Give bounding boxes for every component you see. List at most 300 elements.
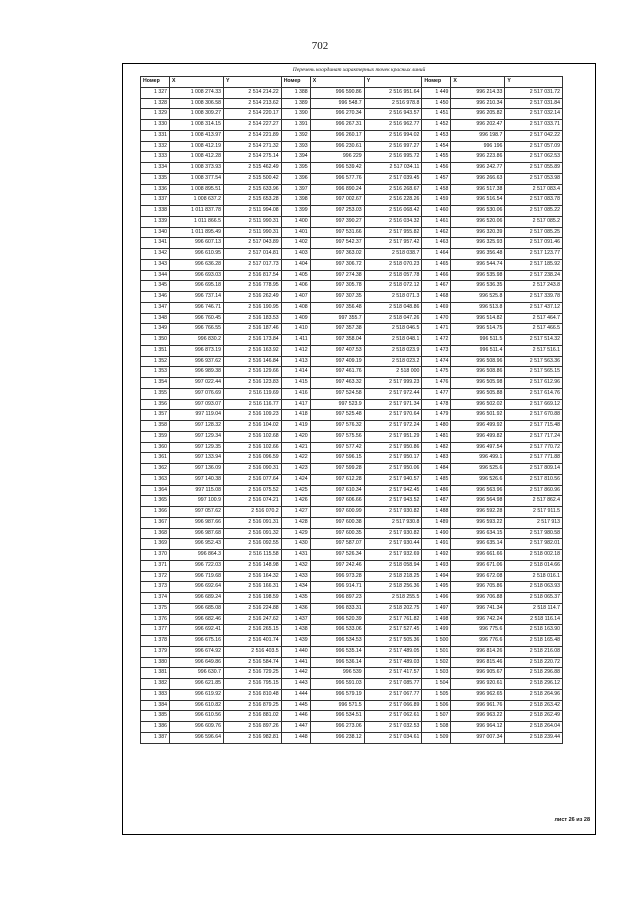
y-coordinate: 2 517 039.45 [364, 173, 422, 184]
y-coordinate: 2 517 031.84 [505, 98, 563, 109]
table-row [141, 399, 563, 410]
point-number: 1 459 [422, 195, 451, 206]
y-coordinate: 2 517 715.48 [505, 421, 563, 432]
x-coordinate: 996 693.03 [170, 270, 224, 281]
y-coordinate: 2 517 972.44 [364, 388, 422, 399]
point-number: 1 327 [141, 87, 170, 98]
y-coordinate: 2 515 633.96 [224, 184, 282, 195]
y-coordinate: 2 516 879.25 [224, 700, 282, 711]
y-coordinate: 2 517 085.77 [364, 679, 422, 690]
x-coordinate: 997 002.67 [310, 195, 364, 206]
y-coordinate: 2 517 083.4 [505, 184, 563, 195]
point-number: 1 439 [281, 636, 310, 647]
x-coordinate: 996 571.5 [310, 700, 364, 711]
table-row [141, 388, 563, 399]
point-number: 1 350 [141, 335, 170, 346]
point-number: 1 356 [141, 399, 170, 410]
x-coordinate: 996 536.35 [451, 281, 505, 292]
y-coordinate: 2 517 339.78 [505, 292, 563, 303]
point-number: 1 330 [141, 120, 170, 131]
table-row [141, 378, 563, 389]
table-row [141, 474, 563, 485]
y-coordinate: 2 517 932.69 [364, 550, 422, 561]
point-number: 1 406 [281, 281, 310, 292]
point-number: 1 473 [422, 345, 451, 356]
y-coordinate: 2 517 243.8 [505, 281, 563, 292]
x-coordinate: 996 619.92 [170, 689, 224, 700]
x-coordinate: 997 115.08 [170, 485, 224, 496]
x-coordinate: 996 675.16 [170, 636, 224, 647]
point-number: 1 372 [141, 571, 170, 582]
point-number: 1 452 [422, 120, 451, 131]
table-row [141, 507, 563, 518]
x-coordinate: 1 008 412.28 [170, 152, 224, 163]
x-coordinate: 1 008 314.15 [170, 120, 224, 131]
x-coordinate: 996 579.19 [310, 689, 364, 700]
y-coordinate: 2 516 268.67 [364, 184, 422, 195]
point-number: 1 402 [281, 238, 310, 249]
x-coordinate: 996 746.71 [170, 302, 224, 313]
table-row [141, 560, 563, 571]
point-number: 1 508 [422, 722, 451, 733]
table-header-row [141, 77, 563, 88]
point-number: 1 427 [281, 507, 310, 518]
x-coordinate: 996 705.86 [451, 582, 505, 593]
point-number: 1 336 [141, 184, 170, 195]
point-number: 1 415 [281, 378, 310, 389]
x-coordinate: 997 390.27 [310, 216, 364, 227]
point-number: 1 379 [141, 646, 170, 657]
y-coordinate: 2 514 271.32 [224, 141, 282, 152]
x-coordinate: 996 741.34 [451, 603, 505, 614]
y-coordinate: 2 516 994.02 [364, 130, 422, 141]
point-number: 1 371 [141, 560, 170, 571]
point-number: 1 454 [422, 141, 451, 152]
point-number: 1 447 [281, 722, 310, 733]
y-coordinate: 2 517 970.64 [364, 410, 422, 421]
y-coordinate: 2 511 994.08 [224, 206, 282, 217]
x-coordinate: 996 210.34 [451, 98, 505, 109]
y-coordinate: 2 516 104.02 [224, 421, 282, 432]
y-coordinate: 2 517 565.15 [505, 367, 563, 378]
table-row [141, 668, 563, 679]
point-number: 1 339 [141, 216, 170, 227]
y-coordinate: 2 516 109.23 [224, 410, 282, 421]
y-coordinate: 2 517 999.23 [364, 378, 422, 389]
point-number: 1 358 [141, 421, 170, 432]
point-number: 1 409 [281, 313, 310, 324]
point-number: 1 476 [422, 378, 451, 389]
y-coordinate: 2 518 256.36 [364, 582, 422, 593]
point-number: 1 446 [281, 711, 310, 722]
point-number: 1 393 [281, 141, 310, 152]
y-coordinate: 2 516 091.32 [224, 528, 282, 539]
point-number: 1 490 [422, 528, 451, 539]
y-coordinate: 2 516 074.21 [224, 496, 282, 507]
point-number: 1 390 [281, 109, 310, 120]
point-number: 1 461 [422, 216, 451, 227]
x-coordinate: 996 989.38 [170, 367, 224, 378]
x-coordinate: 996 242.77 [451, 163, 505, 174]
y-coordinate: 2 517 950.06 [364, 464, 422, 475]
y-coordinate: 2 517 940.57 [364, 474, 422, 485]
y-coordinate: 2 516 982.81 [224, 732, 282, 743]
y-coordinate: 2 517 091.46 [505, 238, 563, 249]
x-coordinate: 1 011 837.78 [170, 206, 224, 217]
y-coordinate: 2 518 063.93 [505, 582, 563, 593]
y-coordinate: 2 517 761.82 [364, 614, 422, 625]
y-coordinate: 2 518 114.7 [505, 603, 563, 614]
point-number: 1 364 [141, 485, 170, 496]
table-row [141, 421, 563, 432]
x-coordinate: 1 008 377.54 [170, 173, 224, 184]
point-number: 1 334 [141, 163, 170, 174]
point-number: 1 503 [422, 668, 451, 679]
y-coordinate: 2 516 123.83 [224, 378, 282, 389]
point-number: 1 368 [141, 528, 170, 539]
x-coordinate: 996 505.98 [451, 378, 505, 389]
point-number: 1 470 [422, 313, 451, 324]
y-coordinate: 2 518 165.48 [505, 636, 563, 647]
y-coordinate: 2 517 809.14 [505, 464, 563, 475]
y-coordinate: 2 518 216.08 [505, 646, 563, 657]
x-coordinate: 996 590.86 [310, 87, 364, 98]
y-coordinate: 2 518 048.1 [364, 335, 422, 346]
y-coordinate: 2 516 070.2 [224, 507, 282, 518]
header-x: X [451, 77, 505, 88]
y-coordinate: 2 517 057.09 [505, 141, 563, 152]
table-row [141, 152, 563, 163]
x-coordinate: 997 407.53 [310, 345, 364, 356]
x-coordinate: 997 600.38 [310, 517, 364, 528]
point-number: 1 424 [281, 474, 310, 485]
y-coordinate: 2 516 034.32 [364, 216, 422, 227]
point-number: 1 498 [422, 614, 451, 625]
point-number: 1 438 [281, 625, 310, 636]
x-coordinate: 996 273.06 [310, 722, 364, 733]
point-number: 1 485 [422, 474, 451, 485]
x-coordinate: 996 229 [310, 152, 364, 163]
point-number: 1 354 [141, 378, 170, 389]
point-number: 1 352 [141, 356, 170, 367]
point-number: 1 495 [422, 582, 451, 593]
x-coordinate: 996 520.39 [310, 614, 364, 625]
point-number: 1 384 [141, 700, 170, 711]
y-coordinate: 2 516 115.58 [224, 550, 282, 561]
x-coordinate: 996 320.39 [451, 227, 505, 238]
x-coordinate: 996 511.4 [451, 345, 505, 356]
table-row [141, 636, 563, 647]
x-coordinate: 996 270.34 [310, 109, 364, 120]
point-number: 1 437 [281, 614, 310, 625]
point-number: 1 410 [281, 324, 310, 335]
y-coordinate: 2 516 262.49 [224, 292, 282, 303]
point-number: 1 418 [281, 410, 310, 421]
coordinates-table [140, 76, 563, 744]
y-coordinate: 2 517 951.29 [364, 431, 422, 442]
x-coordinate: 1 008 306.58 [170, 98, 224, 109]
table-row [141, 550, 563, 561]
point-number: 1 431 [281, 550, 310, 561]
point-number: 1 435 [281, 593, 310, 604]
table-row [141, 130, 563, 141]
x-coordinate: 996 661.66 [451, 550, 505, 561]
y-coordinate: 2 518 296.88 [505, 668, 563, 679]
x-coordinate: 997 305.78 [310, 281, 364, 292]
x-coordinate: 996 973.28 [310, 571, 364, 582]
y-coordinate: 2 517 957.42 [364, 238, 422, 249]
point-number: 1 442 [281, 668, 310, 679]
x-coordinate: 996 920.61 [451, 679, 505, 690]
x-coordinate: 997 119.04 [170, 410, 224, 421]
y-coordinate: 2 518 065.37 [505, 593, 563, 604]
y-coordinate: 2 515 653.28 [224, 195, 282, 206]
point-number: 1 401 [281, 227, 310, 238]
point-number: 1 412 [281, 345, 310, 356]
y-coordinate: 2 517 930.44 [364, 539, 422, 550]
x-coordinate: 996 692.64 [170, 582, 224, 593]
y-coordinate: 2 518 296.12 [505, 679, 563, 690]
table-row [141, 335, 563, 346]
point-number: 1 355 [141, 388, 170, 399]
point-number: 1 493 [422, 560, 451, 571]
y-coordinate: 2 518 262.49 [505, 711, 563, 722]
x-coordinate: 996 592.28 [451, 507, 505, 518]
y-coordinate: 2 517 670.88 [505, 410, 563, 421]
y-coordinate: 2 515 462.49 [224, 163, 282, 174]
point-number: 1 465 [422, 259, 451, 270]
table-row [141, 571, 563, 582]
table-row [141, 259, 563, 270]
y-coordinate: 2 516 897.26 [224, 722, 282, 733]
point-number: 1 374 [141, 593, 170, 604]
x-coordinate: 996 689.24 [170, 593, 224, 604]
x-coordinate: 996 325.93 [451, 238, 505, 249]
y-coordinate: 2 517 930.82 [364, 528, 422, 539]
x-coordinate: 996 530.06 [451, 206, 505, 217]
y-coordinate: 2 517 972.24 [364, 421, 422, 432]
x-coordinate: 996 564.98 [451, 496, 505, 507]
point-number: 1 361 [141, 453, 170, 464]
table-row [141, 281, 563, 292]
x-coordinate: 996 534.53 [310, 636, 364, 647]
x-coordinate: 996 671.06 [451, 560, 505, 571]
x-coordinate: 996 742.24 [451, 614, 505, 625]
y-coordinate: 2 516 190.95 [224, 302, 282, 313]
x-coordinate: 996 544.74 [451, 259, 505, 270]
y-coordinate: 2 517 083.78 [505, 195, 563, 206]
point-number: 1 458 [422, 184, 451, 195]
y-coordinate: 2 516 810.48 [224, 689, 282, 700]
y-coordinate: 2 518 264.04 [505, 722, 563, 733]
table-row [141, 120, 563, 131]
point-number: 1 341 [141, 238, 170, 249]
y-coordinate: 2 516 116.77 [224, 399, 282, 410]
point-number: 1 478 [422, 399, 451, 410]
y-coordinate: 2 516 173.84 [224, 335, 282, 346]
y-coordinate: 2 511 990.31 [224, 216, 282, 227]
point-number: 1 338 [141, 206, 170, 217]
table-row [141, 496, 563, 507]
x-coordinate: 996 897.23 [310, 593, 364, 604]
point-number: 1 502 [422, 657, 451, 668]
x-coordinate: 996 508.86 [451, 367, 505, 378]
table-row [141, 98, 563, 109]
y-coordinate: 2 516 817.54 [224, 270, 282, 281]
point-number: 1 482 [422, 442, 451, 453]
y-coordinate: 2 517 505.36 [364, 636, 422, 647]
y-coordinate: 2 517 862.4 [505, 496, 563, 507]
point-number: 1 386 [141, 722, 170, 733]
point-number: 1 445 [281, 700, 310, 711]
x-coordinate: 997 306.72 [310, 259, 364, 270]
x-coordinate: 997 358.04 [310, 335, 364, 346]
y-coordinate: 2 517 913 [505, 517, 563, 528]
table-row [141, 732, 563, 743]
x-coordinate: 996 766.55 [170, 324, 224, 335]
point-number: 1 426 [281, 496, 310, 507]
point-number: 1 369 [141, 539, 170, 550]
y-coordinate: 2 511 990.31 [224, 227, 282, 238]
x-coordinate: 996 621.85 [170, 679, 224, 690]
x-coordinate: 996 238.12 [310, 732, 364, 743]
x-coordinate: 997 577.42 [310, 442, 364, 453]
table-row [141, 87, 563, 98]
y-coordinate: 2 517 085.22 [505, 206, 563, 217]
header-number: Номер [281, 77, 310, 88]
x-coordinate: 996 230.61 [310, 141, 364, 152]
point-number: 1 363 [141, 474, 170, 485]
point-number: 1 346 [141, 292, 170, 303]
x-coordinate: 997 093.07 [170, 399, 224, 410]
point-number: 1 505 [422, 689, 451, 700]
x-coordinate: 996 356.48 [451, 249, 505, 260]
y-coordinate: 2 517 717.24 [505, 431, 563, 442]
y-coordinate: 2 516 096.59 [224, 453, 282, 464]
y-coordinate: 2 518 218.25 [364, 571, 422, 582]
point-number: 1 419 [281, 421, 310, 432]
x-coordinate: 996 596.64 [170, 732, 224, 743]
x-coordinate: 997 355.7 [310, 313, 364, 324]
x-coordinate: 996 815.46 [451, 657, 505, 668]
y-coordinate: 2 517 085.25 [505, 227, 563, 238]
x-coordinate: 996 963.22 [451, 711, 505, 722]
point-number: 1 367 [141, 517, 170, 528]
point-number: 1 370 [141, 550, 170, 561]
point-number: 1 333 [141, 152, 170, 163]
y-coordinate: 2 517 085.2 [505, 216, 563, 227]
y-coordinate: 2 517 053.98 [505, 173, 563, 184]
y-coordinate: 2 518 014.66 [505, 560, 563, 571]
y-coordinate: 2 517 942.45 [364, 485, 422, 496]
x-coordinate: 996 535.98 [451, 270, 505, 281]
y-coordinate: 2 517 043.89 [224, 238, 282, 249]
point-number: 1 335 [141, 173, 170, 184]
y-coordinate: 2 517 042.22 [505, 130, 563, 141]
point-number: 1 428 [281, 517, 310, 528]
table-row [141, 711, 563, 722]
point-number: 1 484 [422, 464, 451, 475]
table-row [141, 302, 563, 313]
table-row [141, 227, 563, 238]
x-coordinate: 997 610.34 [310, 485, 364, 496]
table-row [141, 453, 563, 464]
table-row [141, 270, 563, 281]
point-number: 1 411 [281, 335, 310, 346]
y-coordinate: 2 517 067.77 [364, 689, 422, 700]
x-coordinate: 997 136.09 [170, 464, 224, 475]
table-row [141, 195, 563, 206]
x-coordinate: 997 133.94 [170, 453, 224, 464]
y-coordinate: 2 518 264.96 [505, 689, 563, 700]
point-number: 1 425 [281, 485, 310, 496]
point-number: 1 475 [422, 367, 451, 378]
point-number: 1 497 [422, 603, 451, 614]
y-coordinate: 2 514 214.22 [224, 87, 282, 98]
x-coordinate: 997 140.38 [170, 474, 224, 485]
page-number: 702 [311, 40, 329, 52]
y-coordinate: 2 516 943.57 [364, 109, 422, 120]
y-coordinate: 2 516 166.31 [224, 582, 282, 593]
y-coordinate: 2 518 116.14 [505, 614, 563, 625]
point-number: 1 432 [281, 560, 310, 571]
point-number: 1 483 [422, 453, 451, 464]
table-row [141, 410, 563, 421]
point-number: 1 434 [281, 582, 310, 593]
x-coordinate: 996 591.03 [310, 679, 364, 690]
y-coordinate: 2 518 072.12 [364, 281, 422, 292]
x-coordinate: 997 057.62 [170, 507, 224, 518]
x-coordinate: 996 534.51 [310, 711, 364, 722]
point-number: 1 422 [281, 453, 310, 464]
point-number: 1 429 [281, 528, 310, 539]
y-coordinate: 2 517 527.45 [364, 625, 422, 636]
x-coordinate: 996 610.56 [170, 711, 224, 722]
point-number: 1 433 [281, 571, 310, 582]
x-coordinate: 996 685.08 [170, 603, 224, 614]
x-coordinate: 997 253.03 [310, 206, 364, 217]
point-number: 1 380 [141, 657, 170, 668]
point-number: 1 377 [141, 625, 170, 636]
point-number: 1 373 [141, 582, 170, 593]
x-coordinate: 996 516.54 [451, 195, 505, 206]
y-coordinate: 2 516 163.92 [224, 345, 282, 356]
table-row [141, 345, 563, 356]
header-number: Номер [422, 77, 451, 88]
table-row [141, 442, 563, 453]
x-coordinate: 996 501.92 [451, 410, 505, 421]
y-coordinate: 2 517 930.82 [364, 507, 422, 518]
y-coordinate: 2 516 092.55 [224, 539, 282, 550]
table-caption: Перечень координат характерных точек красных линий [292, 67, 426, 73]
point-number: 1 430 [281, 539, 310, 550]
x-coordinate: 996 497.54 [451, 442, 505, 453]
x-coordinate: 996 961.76 [451, 700, 505, 711]
x-coordinate: 997 524.58 [310, 388, 364, 399]
y-coordinate: 2 516 881.02 [224, 711, 282, 722]
y-coordinate: 2 517 031.72 [505, 87, 563, 98]
point-number: 1 383 [141, 689, 170, 700]
x-coordinate: 996 563.96 [451, 485, 505, 496]
y-coordinate: 2 517 980.58 [505, 528, 563, 539]
x-coordinate: 996 937.62 [170, 356, 224, 367]
header-y: Y [224, 77, 282, 88]
point-number: 1 501 [422, 646, 451, 657]
point-number: 1 463 [422, 238, 451, 249]
x-coordinate: 996 267.31 [310, 120, 364, 131]
y-coordinate: 2 517 930.8 [364, 517, 422, 528]
x-coordinate: 996 205.82 [451, 109, 505, 120]
